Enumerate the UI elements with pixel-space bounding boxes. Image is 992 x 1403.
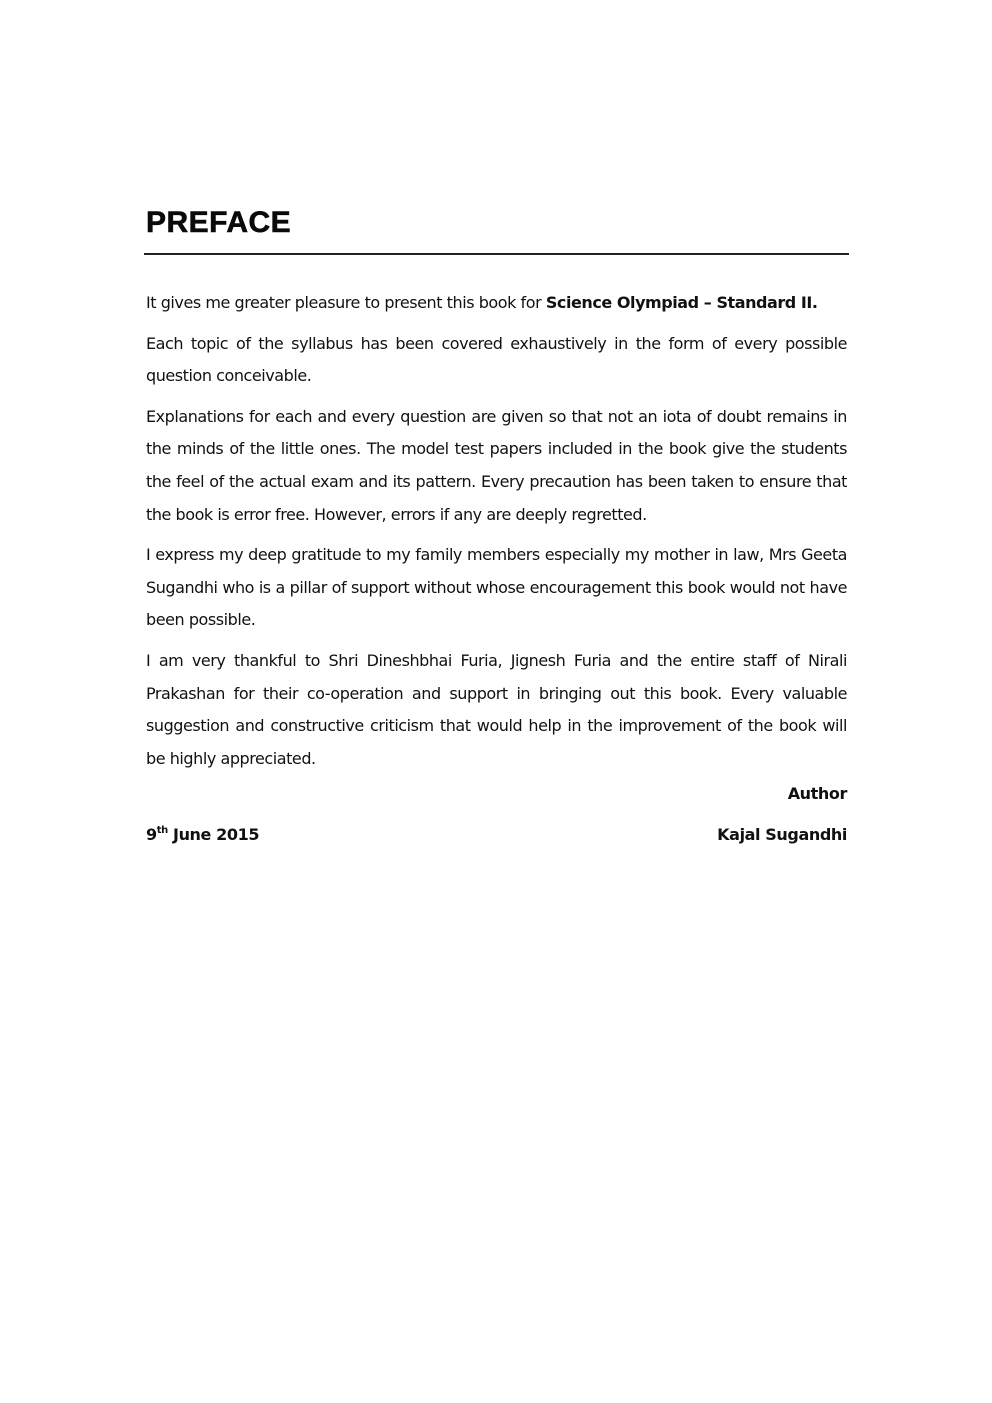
paragraph-1 [146, 287, 847, 320]
signature-date [146, 825, 259, 844]
signature-name: Kajal Sugandhi [717, 825, 847, 844]
paragraph-5: I am very thankful to Shri Dineshbhai Furia, Jignesh Furia and the entire staff of Nirali Prakashan for their co-operation and support in bringing out this book. Every valuable suggestion and constructive criticism that would help in the improvement of the book will be highly appreciated. [146, 650, 847, 768]
page-title: PREFACE [146, 206, 292, 239]
date-month-year: June 2015 [167, 825, 260, 844]
paragraph-3: Explanations for each and every question are given so that not an iota of doubt remains in the minds of the little ones. The model test papers included in the book give the students the feel of the actual exam and its pattern. Every precaution has been taken to ensure that the book is error free. However, errors if any are deeply regretted. [146, 406, 847, 524]
preface-body [146, 287, 847, 783]
paragraph-2: Each topic of the syllabus has been covered exhaustively in the form of every possible question conceivable. [146, 333, 847, 386]
signature-role: Author [787, 784, 847, 803]
paragraph-1-text: It gives me greater pleasure to present this book for [146, 293, 546, 312]
title-divider [144, 253, 849, 255]
paragraph-4: I express my deep gratitude to my family members especially my mother in law, Mrs Geeta Sugandhi who is a pillar of support without whose encouragement this book would not have been possible. [146, 545, 847, 630]
date-day: 9 [146, 825, 157, 844]
paragraph-1-book-title: Science Olympiad – Standard II. [545, 293, 818, 312]
date-suffix: th [156, 824, 168, 836]
